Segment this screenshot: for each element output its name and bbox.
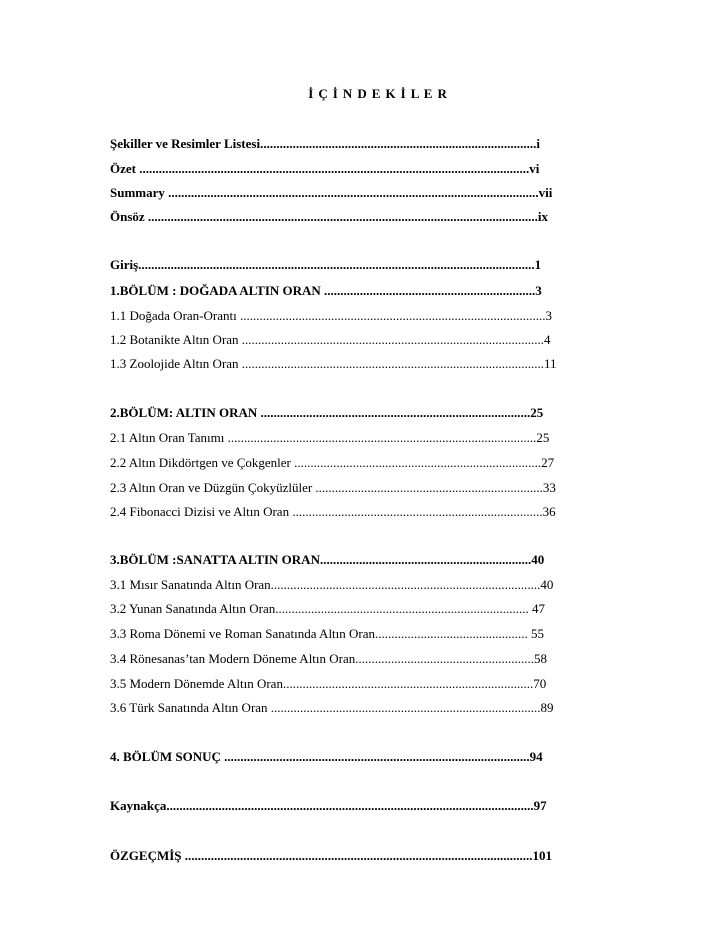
toc-entry-summary: Summary ..................................................................................................................vii xyxy=(110,185,553,200)
toc-entry-3-4: 3.4 Rönesanas’tan Modern Döneme Altın Oran.......................................................58 xyxy=(110,651,548,666)
toc-entry-chapter-2: 2.BÖLÜM: ALTIN ORAN ...................................................................................25 xyxy=(110,405,544,420)
toc-entry-3-6: 3.6 Türk Sanatında Altın Oran ...................................................................................89 xyxy=(110,700,554,715)
toc-entry-1-1: 1.1 Doğada Oran-Orantı ..............................................................................................3 xyxy=(110,308,552,323)
toc-entry-3-3: 3.3 Roma Dönemi ve Roman Sanatında Altın Oran............................................... 55 xyxy=(110,626,545,641)
toc-entry-ozet: Özet ........................................................................................................................vi xyxy=(110,161,540,176)
toc-entry-3-5: 3.5 Modern Dönemde Altın Oran.............................................................................70 xyxy=(110,676,547,691)
toc-entry-3-2: 3.2 Yunan Sanatında Altın Oran.............................................................................. 47 xyxy=(110,601,545,616)
toc-entry-3-1: 3.1 Mısır Sanatında Altın Oran...................................................................................40 xyxy=(110,577,554,592)
toc-entry-chapter-1: 1.BÖLÜM : DOĞADA ALTIN ORAN .................................................................3 xyxy=(110,283,542,298)
toc-entry-chapter-3: 3.BÖLÜM :SANATTA ALTIN ORAN.................................................................40 xyxy=(110,552,545,567)
toc-entry-2-4: 2.4 Fibonacci Dizisi ve Altın Oran .............................................................................36 xyxy=(110,504,556,519)
toc-entry-1-2: 1.2 Botanikte Altın Oran .............................................................................................4 xyxy=(110,332,551,347)
toc-entry-onsoz: Önsöz ........................................................................................................................ix xyxy=(110,209,549,224)
toc-entry-ozgecmis: ÖZGEÇMİŞ ...........................................................................................................101 xyxy=(110,848,553,863)
toc-entry-giris: Giriş..........................................................................................................................1 xyxy=(110,257,542,272)
toc-entry-kaynakca: Kaynakça.................................................................................................................97 xyxy=(110,798,547,813)
toc-entry-2-2: 2.2 Altın Dikdörtgen ve Çokgenler ............................................................................27 xyxy=(110,455,555,470)
page-title: İ Ç İ N D E K İ L E R xyxy=(308,86,448,101)
toc-entry-figures: Şekiller ve Resimler Listesi.....................................................................................i xyxy=(110,136,540,151)
toc-entry-2-1: 2.1 Altın Oran Tanımı ...............................................................................................25 xyxy=(110,430,550,445)
toc-entry-1-3: 1.3 Zoolojide Altın Oran .............................................................................................11 xyxy=(110,356,557,371)
toc-entry-2-3: 2.3 Altın Oran ve Düzgün Çokyüzlüler ......................................................................33 xyxy=(110,480,556,495)
toc-entry-chapter-4: 4. BÖLÜM SONUÇ ..............................................................................................94 xyxy=(110,749,543,764)
